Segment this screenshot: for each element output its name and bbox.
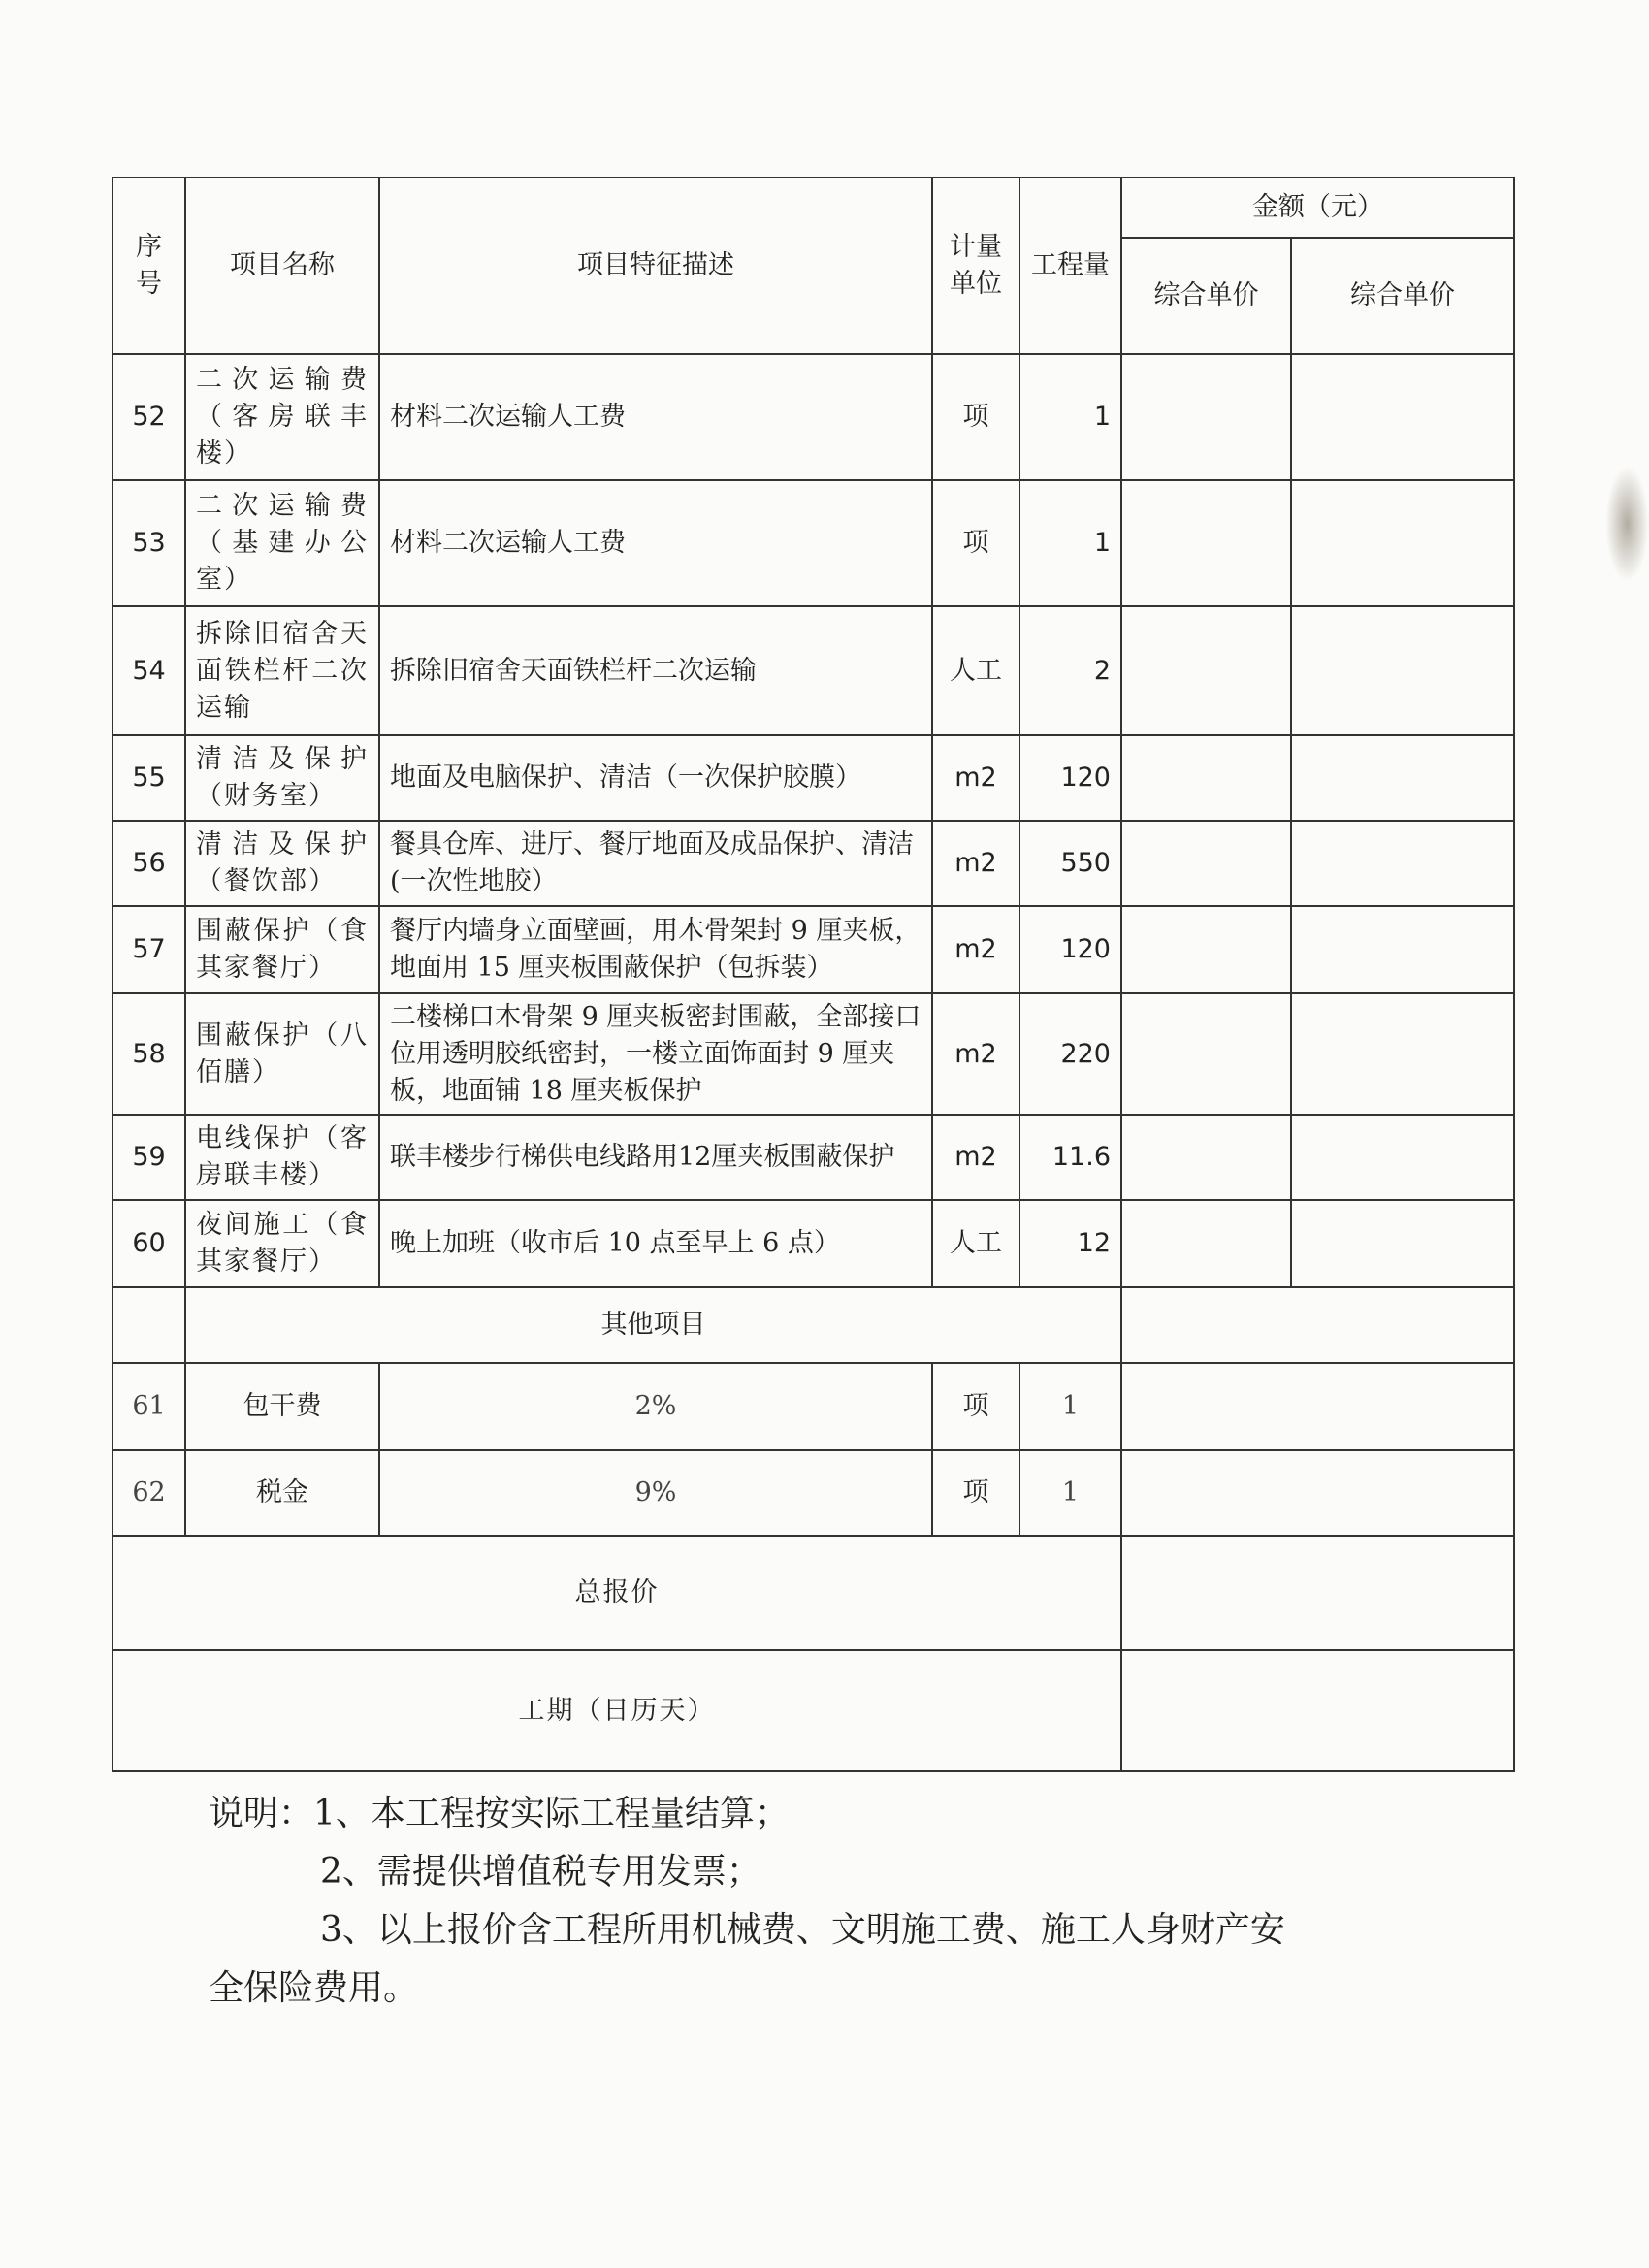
header-qty: 工程量 xyxy=(1019,178,1121,354)
row-unit-price xyxy=(1121,1115,1291,1200)
header-unit-price: 综合单价 xyxy=(1121,238,1291,354)
row-desc: 材料二次运输人工费 xyxy=(379,480,932,606)
note-3a: 3、以上报价含工程所用机械费、文明施工费、施工人身财产安 xyxy=(320,1910,1285,1950)
row-unit-price xyxy=(1121,1200,1291,1287)
row-no: 60 xyxy=(113,1200,185,1287)
header-unit: 计量单位 xyxy=(932,178,1019,354)
row-amount xyxy=(1121,1363,1514,1450)
row-qty: 12 xyxy=(1019,1200,1121,1287)
table-row xyxy=(113,993,1514,1115)
notes xyxy=(209,1785,1373,2018)
header-amount: 金额（元） xyxy=(1121,178,1514,238)
row-unit: m2 xyxy=(932,735,1019,821)
period-label: 工期（日历天） xyxy=(113,1650,1121,1771)
row-no: 61 xyxy=(113,1363,185,1450)
row-unit: m2 xyxy=(932,906,1019,993)
row-name: 围蔽保护（八佰膳） xyxy=(185,993,379,1115)
row-name: 二次运输费（基建办公室） xyxy=(185,480,379,606)
row-no: 55 xyxy=(113,735,185,821)
header-total-price: 综合单价 xyxy=(1291,238,1514,354)
row-amount xyxy=(1121,1450,1514,1536)
row-no: 52 xyxy=(113,354,185,480)
note-3b: 全保险费用。 xyxy=(209,1968,419,2008)
row-total-price xyxy=(1291,1115,1514,1200)
period-row xyxy=(113,1650,1514,1771)
row-unit: 项 xyxy=(932,354,1019,480)
row-qty: 120 xyxy=(1019,906,1121,993)
row-no: 54 xyxy=(113,606,185,735)
total-row xyxy=(113,1536,1514,1650)
row-total-price xyxy=(1291,1200,1514,1287)
row-no: 53 xyxy=(113,480,185,606)
table-row xyxy=(113,1200,1514,1287)
note-2: 2、需提供增值税专用发票； xyxy=(320,1852,761,1892)
period-value xyxy=(1121,1650,1514,1771)
header-row-1 xyxy=(113,178,1514,238)
row-name: 电线保护（客房联丰楼） xyxy=(185,1115,379,1200)
row-no: 62 xyxy=(113,1450,185,1536)
row-unit-price xyxy=(1121,993,1291,1115)
row-unit-price xyxy=(1121,906,1291,993)
other-section-seq xyxy=(113,1287,185,1363)
row-desc: 地面及电脑保护、清洁（一次保护胶膜） xyxy=(379,735,932,821)
row-unit: 人工 xyxy=(932,1200,1019,1287)
row-no: 59 xyxy=(113,1115,185,1200)
table-row xyxy=(113,735,1514,821)
row-no: 56 xyxy=(113,821,185,906)
row-unit: 项 xyxy=(932,480,1019,606)
row-name: 清洁及保护（餐饮部） xyxy=(185,821,379,906)
row-name: 税金 xyxy=(185,1450,379,1536)
table-row xyxy=(113,354,1514,480)
row-total-price xyxy=(1291,735,1514,821)
row-unit: 项 xyxy=(932,1450,1019,1536)
row-desc: 材料二次运输人工费 xyxy=(379,354,932,480)
row-unit: 人工 xyxy=(932,606,1019,735)
row-desc: 9% xyxy=(379,1450,932,1536)
scan-stain xyxy=(1605,466,1649,582)
row-no: 57 xyxy=(113,906,185,993)
other-section-amount xyxy=(1121,1287,1514,1363)
row-unit-price xyxy=(1121,606,1291,735)
row-unit-price xyxy=(1121,480,1291,606)
row-total-price xyxy=(1291,906,1514,993)
row-name: 包干费 xyxy=(185,1363,379,1450)
table-row xyxy=(113,906,1514,993)
row-qty: 120 xyxy=(1019,735,1121,821)
row-total-price xyxy=(1291,480,1514,606)
header-name: 项目名称 xyxy=(185,178,379,354)
row-total-price xyxy=(1291,606,1514,735)
row-desc: 联丰楼步行梯供电线路用12厘夹板围蔽保护 xyxy=(379,1115,932,1200)
row-qty: 1 xyxy=(1019,354,1121,480)
total-label: 总报价 xyxy=(113,1536,1121,1650)
note-1: 说明：1、本工程按实际工程量结算； xyxy=(209,1794,790,1833)
row-unit: m2 xyxy=(932,821,1019,906)
row-qty: 1 xyxy=(1019,1363,1121,1450)
row-desc: 2% xyxy=(379,1363,932,1450)
other-section-row xyxy=(113,1287,1514,1363)
table-row xyxy=(113,606,1514,735)
row-desc: 二楼梯口木骨架 9 厘夹板密封围蔽，全部接口位用透明胶纸密封，一楼立面饰面封 9 厘夹板，地面铺 18 厘夹板保护 xyxy=(379,993,932,1115)
table-row xyxy=(113,1450,1514,1536)
row-desc: 餐具仓库、进厅、餐厅地面及成品保护、清洁(一次性地胶） xyxy=(379,821,932,906)
row-name: 二次运输费（客房联丰楼） xyxy=(185,354,379,480)
row-unit-price xyxy=(1121,735,1291,821)
row-total-price xyxy=(1291,354,1514,480)
row-desc: 餐厅内墙身立面壁画，用木骨架封 9 厘夹板，地面用 15 厘夹板围蔽保护（包拆装） xyxy=(379,906,932,993)
row-unit-price xyxy=(1121,354,1291,480)
row-desc: 晚上加班（收市后 10 点至早上 6 点） xyxy=(379,1200,932,1287)
row-qty: 1 xyxy=(1019,480,1121,606)
other-section-title: 其他项目 xyxy=(185,1287,1121,1363)
row-name: 拆除旧宿舍天面铁栏杆二次运输 xyxy=(185,606,379,735)
table-row xyxy=(113,1363,1514,1450)
row-unit: 项 xyxy=(932,1363,1019,1450)
quotation-table xyxy=(112,177,1515,1772)
row-no: 58 xyxy=(113,993,185,1115)
row-qty: 2 xyxy=(1019,606,1121,735)
row-unit: m2 xyxy=(932,1115,1019,1200)
table-row xyxy=(113,821,1514,906)
total-value xyxy=(1121,1536,1514,1650)
row-qty: 1 xyxy=(1019,1450,1121,1536)
row-qty: 11.6 xyxy=(1019,1115,1121,1200)
row-qty: 220 xyxy=(1019,993,1121,1115)
row-unit-price xyxy=(1121,821,1291,906)
row-qty: 550 xyxy=(1019,821,1121,906)
table-row xyxy=(113,1115,1514,1200)
row-total-price xyxy=(1291,821,1514,906)
row-name: 围蔽保护（食其家餐厅） xyxy=(185,906,379,993)
row-unit: m2 xyxy=(932,993,1019,1115)
row-name: 清洁及保护（财务室） xyxy=(185,735,379,821)
header-seq: 序号 xyxy=(113,178,185,354)
row-name: 夜间施工（食其家餐厅） xyxy=(185,1200,379,1287)
table-row xyxy=(113,480,1514,606)
row-total-price xyxy=(1291,993,1514,1115)
header-desc: 项目特征描述 xyxy=(379,178,932,354)
row-desc: 拆除旧宿舍天面铁栏杆二次运输 xyxy=(379,606,932,735)
